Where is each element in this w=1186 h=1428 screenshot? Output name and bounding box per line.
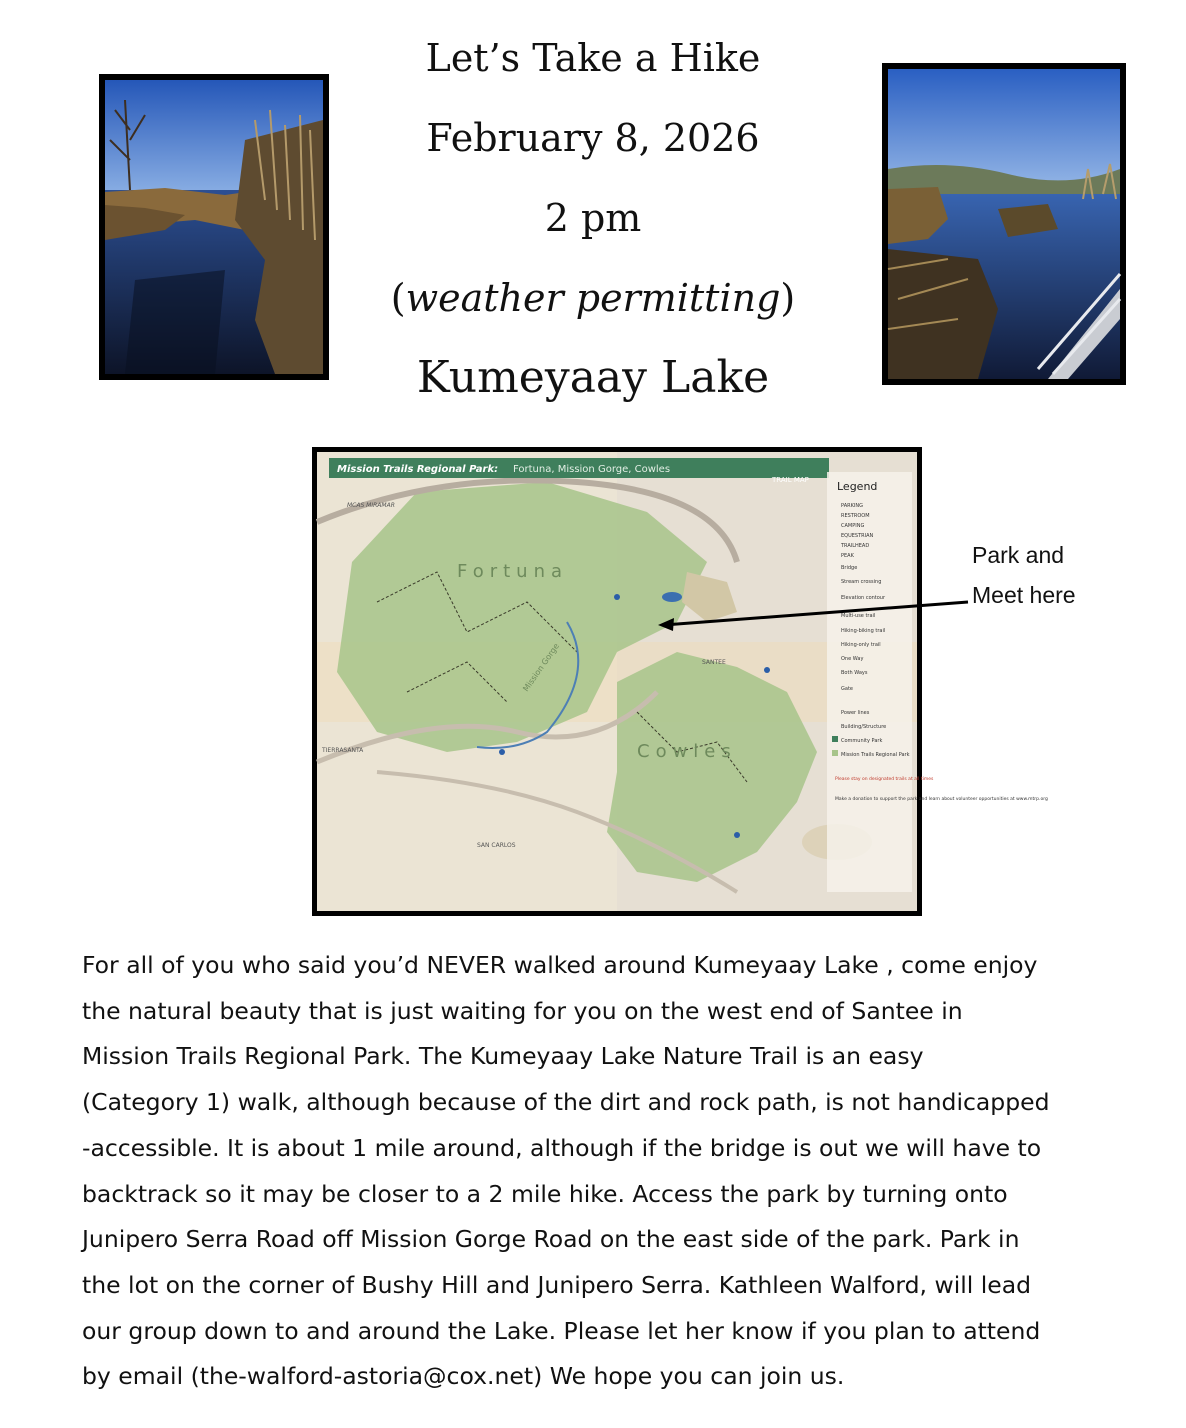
legend-item: Bridge: [841, 565, 858, 571]
lake-photo-right: [882, 63, 1126, 385]
area-label-mcas: MCAS MIRAMAR: [347, 502, 395, 509]
legend-item: Stream crossing: [841, 579, 882, 585]
weather-note: [340, 258, 846, 338]
paragraph-line: the natural beauty that is just waiting for you on the west end of Santee in: [82, 996, 963, 1025]
legend-item: Hiking-only trail: [841, 642, 881, 648]
paragraph-line: our group down to and around the Lake. Please let her know if you plan to attend: [82, 1316, 1041, 1345]
paragraph-line: (Category 1) walk, although because of the dirt and rock path, is not handicapped: [82, 1088, 1050, 1117]
legend-item: Power lines: [841, 710, 870, 716]
area-label-san-carlos: SAN CARLOS: [477, 842, 516, 849]
paragraph-line: by email (the-walford-astoria@cox.net) We hope you can join us.: [82, 1362, 845, 1391]
lake-photo-left: [99, 74, 329, 380]
weather-note-open: (: [390, 276, 406, 320]
map-banner-tag: TRAIL MAP: [772, 476, 809, 484]
legend-item: PEAK: [841, 553, 854, 559]
paragraph-line: Mission Trails Regional Park. The Kumeyaay Lake Nature Trail is an easy: [82, 1042, 924, 1071]
paragraph-line: backtrack so it may be closer to a 2 mile hike. Access the park by turning onto: [82, 1179, 1008, 1208]
paragraph-line: Junipero Serra Road off Mission Gorge Road on the east side of the park. Park in: [82, 1225, 1020, 1254]
title-block: [340, 18, 846, 418]
area-label-tierrasanta: TIERRASANTA: [322, 747, 364, 754]
event-title: Let’s Take a Hike: [425, 36, 761, 80]
legend-item: Gate: [841, 686, 853, 692]
donation-note: Make a donation to support the park and learn about volunteer opportunities at www.mtrp.org: [835, 797, 1048, 802]
legend-item: One Way: [841, 656, 864, 662]
annotation-line-2: Meet here: [972, 582, 1076, 608]
description-paragraph: [82, 943, 1132, 1400]
event-date: February 8, 2026: [426, 116, 760, 160]
legend-item: Hiking-biking trail: [841, 628, 886, 634]
area-label-cowles: Cowles: [637, 741, 737, 762]
paragraph-line: the lot on the corner of Bushy Hill and Junipero Serra. Kathleen Walford, will lead: [82, 1270, 1032, 1299]
legend-title: Legend: [837, 480, 878, 493]
legend-item: TRAILHEAD: [841, 543, 870, 549]
legend-note: Please stay on designated trails at all times: [835, 777, 934, 782]
paragraph-line: -accessible. It is about 1 mile around, although if the bridge is out we will have to: [82, 1133, 1042, 1162]
event-location: Kumeyaay Lake: [416, 352, 770, 403]
area-label-santee: SANTEE: [702, 659, 726, 666]
lake-photo-left-image: [105, 80, 323, 374]
legend-item: Elevation contour: [841, 595, 886, 601]
event-time: 2 pm: [544, 196, 642, 240]
legend-item: Both Ways: [841, 670, 868, 676]
weather-note-text: weather permitting: [405, 276, 781, 320]
map-banner-subtitle: Fortuna, Mission Gorge, Cowles: [513, 464, 671, 475]
legend-item: Mission Trails Regional Park: [841, 752, 910, 758]
legend-item: CAMPING: [841, 523, 865, 529]
legend-item: Multi-use trail: [841, 613, 876, 619]
area-label-mission-gorge: Mission Gorge: [521, 641, 562, 694]
legend-item: Community Park: [841, 738, 883, 744]
legend-item: Building/Structure: [841, 724, 887, 730]
area-label-fortuna: Fortuna: [457, 561, 569, 582]
meet-here-annotation: [972, 535, 1076, 615]
map-banner-title: Mission Trails Regional Park:: [337, 464, 499, 475]
annotation-line-1: Park and: [972, 542, 1065, 568]
meet-here-arrow: [640, 590, 980, 640]
legend-item: EQUESTRIAN: [841, 533, 874, 539]
legend-item: RESTROOM: [841, 513, 870, 519]
lake-photo-right-image: [888, 69, 1120, 379]
legend-item: PARKING: [841, 503, 863, 509]
paragraph-line: For all of you who said you’d NEVER walked around Kumeyaay Lake , come enjoy: [82, 951, 1038, 979]
weather-note-close: ): [780, 276, 796, 320]
